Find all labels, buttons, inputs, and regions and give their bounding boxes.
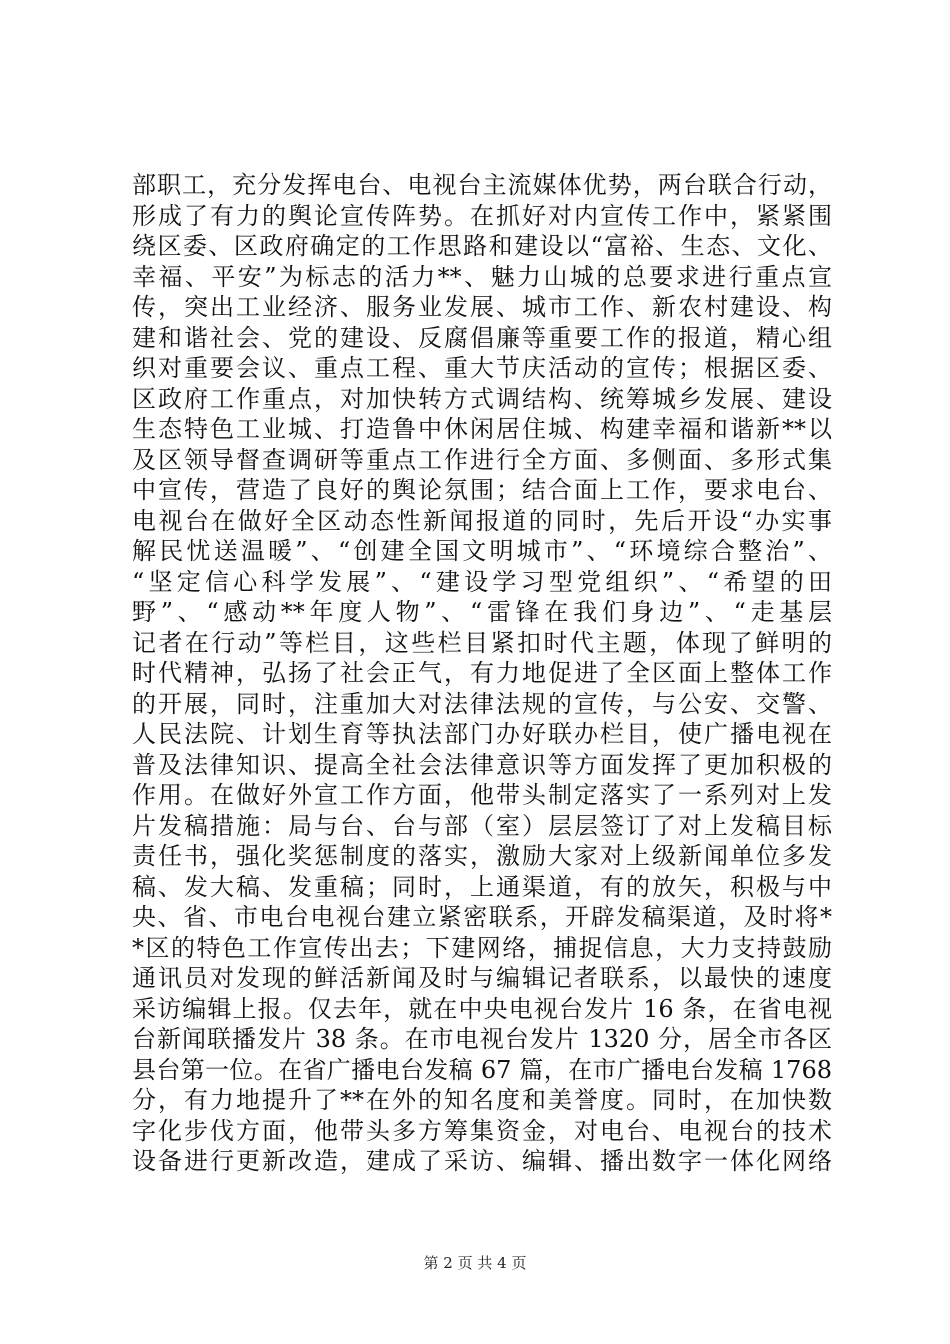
text-line: 作用。在做好外宣工作方面，他带头制定落实了一系列对上发 (132, 781, 832, 809)
text-line: 生态特色工业城、打造鲁中休闲居住城、构建幸福和谐新**以 (132, 415, 832, 443)
text-line: “坚定信心科学发展”、“建设学习型党组织”、“希望的田 (132, 567, 832, 596)
body-paragraph (132, 170, 832, 1177)
text-line: 分，有力地提升了**在外的知名度和美誉度。同时，在加快数 (132, 1086, 832, 1114)
text-line: 央、省、市电台电视台建立紧密联系，开辟发稿渠道，及时将* (132, 903, 832, 931)
page-footer: 第 2 页 共 4 页 (423, 1254, 527, 1272)
text-line: 野”、“感动**年度人物”、“雷锋在我们身边”、“走基层 (132, 598, 832, 626)
text-line: *区的特色工作宣传出去；下建网络，捕捉信息，大力支持鼓励 (132, 933, 832, 962)
text-line: 稿、发大稿、发重稿；同时，上通渠道，有的放矢，积极与中 (132, 872, 832, 901)
text-line: 及区领导督查调研等重点工作进行全方面、多侧面、多形式集 (132, 445, 832, 474)
text-line: 中宣传，营造了良好的舆论氛围；结合面上工作，要求电台、 (132, 476, 832, 504)
text-line: 责任书，强化奖惩制度的落实，激励大家对上级新闻单位多发 (132, 842, 832, 870)
text-line: 的开展，同时，注重加大对法律法规的宣传，与公安、交警、 (132, 689, 832, 718)
text-line: 幸福、平安”为标志的活力**、魅力山城的总要求进行重点宣 (132, 262, 832, 291)
text-line: 时代精神，弘扬了社会正气，有力地促进了全区面上整体工作 (132, 659, 832, 687)
text-line: 建和谐社会、党的建设、反腐倡廉等重要工作的报道，精心组 (132, 323, 832, 352)
text-line: 区政府工作重点，对加快转方式调结构、统筹城乡发展、建设 (132, 384, 832, 413)
text-line: 绕区委、区政府确定的工作思路和建设以“富裕、生态、文化、 (132, 232, 832, 260)
text-line: 织对重要会议、重点工程、重大节庆活动的宣传；根据区委、 (132, 354, 832, 382)
text-line: 形成了有力的舆论宣传阵势。在抓好对内宣传工作中，紧紧围 (132, 201, 832, 230)
text-line: 部职工，充分发挥电台、电视台主流媒体优势，两台联合行动， (132, 171, 832, 199)
text-line: 普及法律知识、提高全社会法律意识等方面发挥了更加积极的 (132, 750, 832, 779)
text-line: 人民法院、计划生育等执法部门办好联办栏目，使广播电视在 (132, 720, 832, 748)
text-line: 采访编辑上报。仅去年，就在中央电视台发片 16 条，在省电视 (132, 994, 832, 1023)
text-line: 记者在行动”等栏目，这些栏目紧扣时代主题，体现了鲜明的 (132, 628, 832, 657)
text-line: 片发稿措施：局与台、台与部（室）层层签订了对上发稿目标 (132, 811, 832, 840)
text-line: 解民忧送温暖”、“创建全国文明城市”、“环境综合整治”、 (132, 537, 832, 565)
text-line: 设备进行更新改造，建成了采访、编辑、播出数字一体化网络 (132, 1147, 832, 1175)
text-line: 电视台在做好全区动态性新闻报道的同时，先后开设“办实事 (132, 506, 832, 535)
text-line: 通讯员对发现的鲜活新闻及时与编辑记者联系，以最快的速度 (132, 964, 832, 992)
text-line: 字化步伐方面，他带头多方筹集资金，对电台、电视台的技术 (132, 1116, 832, 1145)
text-line: 县台第一位。在省广播电台发稿 67 篇，在市广播电台发稿 1768 (132, 1055, 832, 1084)
text-line: 传，突出工业经济、服务业发展、城市工作、新农村建设、构 (132, 293, 832, 321)
text-line: 台新闻联播发片 38 条。在市电视台发片 1320 分，居全市各区 (132, 1025, 832, 1053)
